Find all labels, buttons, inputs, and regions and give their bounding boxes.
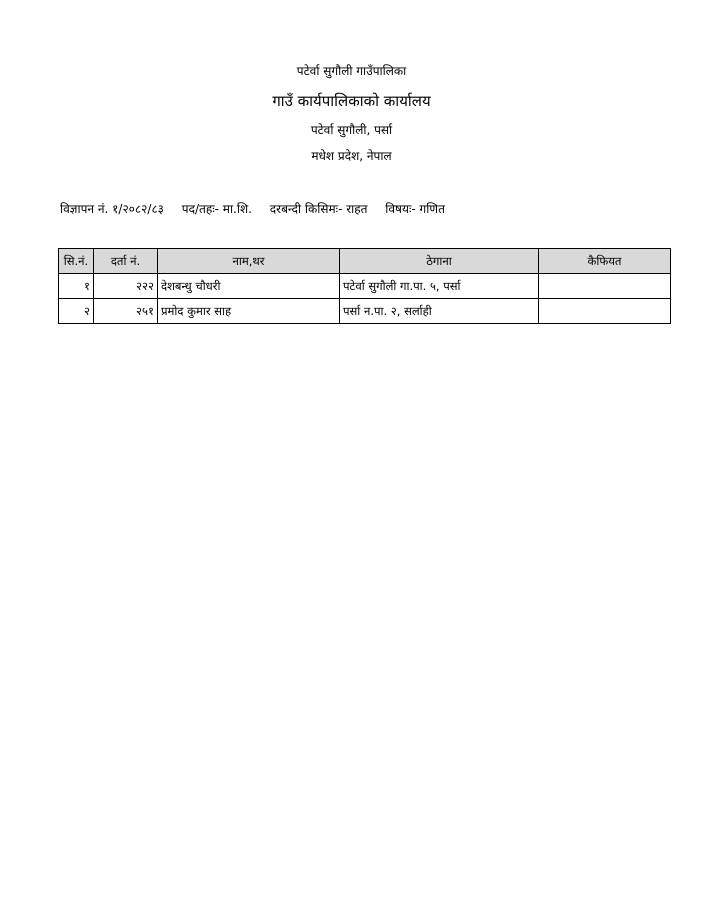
registration-number-cell: २२२	[94, 274, 158, 299]
serial-number-cell: १	[59, 274, 94, 299]
province-country: मधेश प्रदेश, नेपाल	[311, 149, 392, 163]
office-title: गाउँ कार्यपालिकाको कार्यालय	[272, 92, 431, 110]
remarks-cell	[539, 274, 671, 299]
office-location: पटेर्वा सुगौली, पर्सा	[310, 123, 393, 137]
notice-info-line	[60, 200, 459, 217]
subject: विषयः- गणित	[385, 202, 445, 216]
position-type: दरबन्दी किसिमः- राहत	[269, 202, 368, 216]
post-level: पद/तहः- मा.शि.	[181, 202, 252, 216]
serial-number-cell: २	[59, 299, 94, 324]
name-cell: देशबन्धु चौधरी	[158, 274, 340, 299]
address-cell: पटेर्वा सुगौली गा.पा. ५, पर्सा	[340, 274, 539, 299]
registration-number-cell: २५१	[94, 299, 158, 324]
name-cell: प्रमोद कुमार साह	[158, 299, 340, 324]
candidate-table	[58, 248, 671, 324]
header-address: ठेगाना	[340, 249, 539, 274]
header-registration-number: दर्ता नं.	[94, 249, 158, 274]
advertisement-number: विज्ञापन नं. १/२०८२/८३	[60, 202, 164, 216]
table-row	[59, 299, 671, 324]
header-serial-number: सि.नं.	[59, 249, 94, 274]
table-row	[59, 274, 671, 299]
address-cell: पर्सा न.पा. २, सर्लाही	[340, 299, 539, 324]
remarks-cell	[539, 299, 671, 324]
municipality-name: पटेर्वा सुगौली गाउँपालिका	[296, 64, 407, 78]
table-header-row	[59, 249, 671, 274]
header-remarks: कैफियत	[539, 249, 671, 274]
header-name: नाम,थर	[158, 249, 340, 274]
